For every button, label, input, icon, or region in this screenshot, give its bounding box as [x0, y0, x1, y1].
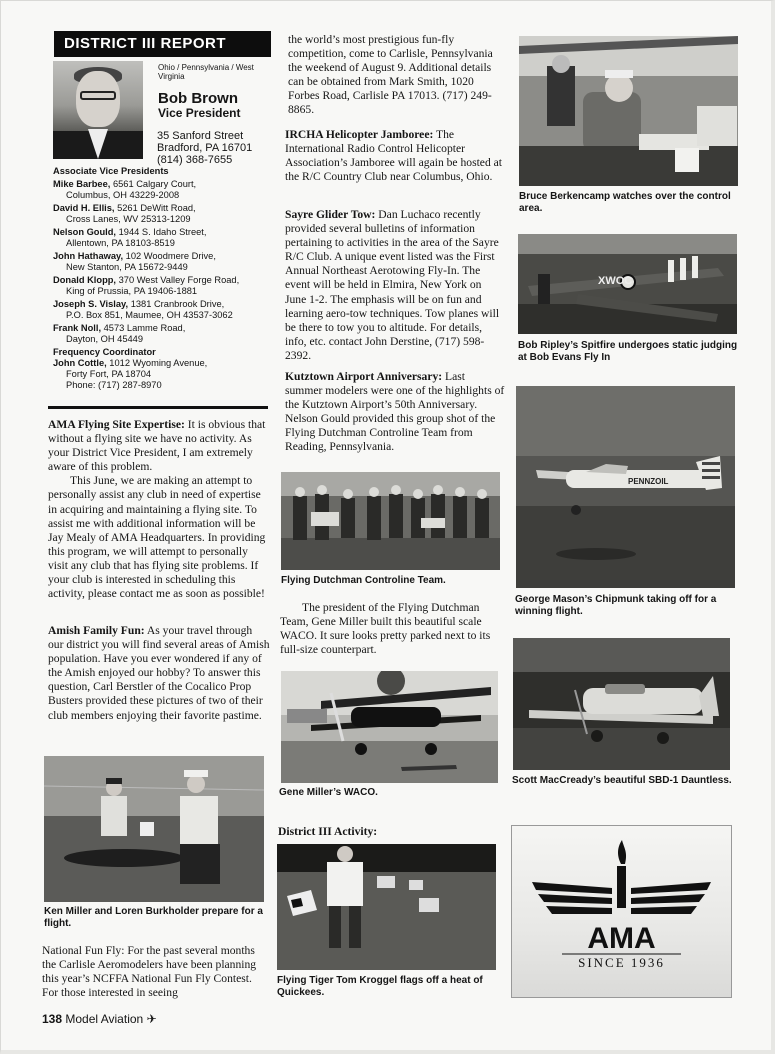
caption-dutchman-team: Flying Dutchman Controline Team.: [281, 575, 446, 586]
ama-logo-name: AMA: [587, 922, 656, 955]
vp-address: [157, 130, 277, 166]
vp-name: Bob Brown: [158, 90, 238, 107]
spitfire-code-text: XWOC: [598, 275, 633, 287]
article-waco: The president of the Flying Dutchman Team, Gene Miller built this beautiful scale WACO. It sure looks pretty parked next to its full-size counterpart.: [280, 601, 491, 657]
caption-flying-tiger: Flying Tiger Tom Kroggel flags off a heat of Quickees.: [277, 975, 483, 998]
associate-entry: Donald Klopp, 370 West Valley Forge Road, King of Prussia, PA 19406-1881: [53, 274, 240, 296]
airplane-icon: ✈: [146, 1012, 157, 1026]
sbd-dauntless-photo: [513, 638, 730, 770]
article-amish-fun: Amish Family Fun: As your travel through our district you will find several areas of Amish population. Have you ever wondered if any of the Amish enjoyed our hobby? To answer this question, Carl Berstler of the Cocalico Prop Busters provided these pictures of two of their club members enjoying their favorite pastime.: [48, 624, 270, 722]
bruce-berkencamp-photo: [519, 36, 738, 186]
frequency-coordinator: Frequency Coordinator John Cottle, 1012 Wyoming Avenue, Forty Fort, PA 18704 Phone: (717) 287-8970: [53, 346, 208, 391]
ama-logo-icon: [512, 826, 731, 997]
page-footer: [42, 1012, 157, 1026]
ama-logo-box: [511, 825, 732, 998]
caption-waco: Gene Miller’s WACO.: [279, 787, 378, 798]
amish-photo: [44, 756, 264, 902]
vp-phone: (814) 368-7655: [157, 154, 233, 166]
associate-vp-list: [53, 166, 273, 392]
associate-entry: Mike Barbee, 6561 Calgary Court, Columbus, OH 43229-2008: [53, 178, 197, 200]
report-title-banner: [54, 31, 271, 57]
article-kutztown: Kutztown Airport Anniversary: Last summer modelers were one of the highlights of the Kutztown Airport’s 50th Anniversary. Nelson Gould provided this group shot of the Flying Dutchman Controline Team from Reading, Pennsylvania.: [285, 370, 505, 454]
spitfire-photo: [518, 234, 737, 334]
caption-sbd-dauntless: Scott MacCready’s beautiful SBD-1 Dauntless.: [512, 775, 732, 786]
article-fun-fly-continued: the world’s most prestigious fun-fly competition, come to Carlisle, Pennsylvania the weekend of August 9. Additional details can be obtained from Mark Smith, 1020 Forbes Road, Carlisle PA 17013. (717) 249-8865.: [288, 33, 493, 117]
flying-tiger-photo: [277, 844, 496, 970]
caption-spitfire: Bob Ripley’s Spitfire undergoes static judging at Bob Evans Fly In: [518, 340, 738, 363]
header-divider-rule: [48, 406, 268, 409]
vp-title: Vice President: [158, 106, 241, 120]
dutchman-team-photo: [281, 472, 500, 570]
associate-entry: John Hathaway, 102 Woodmere Drive, New Stanton, PA 15672-9449: [53, 250, 216, 272]
chipmunk-logo-text: PENNZOIL: [628, 477, 669, 486]
report-title: DISTRICT III REPORT: [64, 35, 227, 52]
vp-street: 35 Sanford Street: [157, 130, 244, 142]
article-sayre: Sayre Glider Tow: Dan Luchaco recently provided several bulletins of information pertaining to activities in the area of the Sayre R/C Club. A unique event listed was the First Annual Northeast Aerotowing Fly-In. The event will be held in Elmira, New York on June 1-2. The emphasis will be on fun and learning aero-tow techniques. Tow planes will be there to tow you to altitude. For details, info, etc. contact John Derstine, (717) 598-2392.: [285, 208, 500, 362]
associate-heading: Associate Vice Presidents: [53, 166, 169, 176]
vp-city: Bradford, PA 16701: [157, 142, 253, 154]
waco-photo: [281, 671, 498, 783]
vp-portrait-photo: [53, 61, 143, 159]
article-district-activity: District III Activity:: [278, 825, 378, 838]
caption-bruce-berkencamp: Bruce Berkencamp watches over the control area.: [519, 191, 731, 214]
magazine-name: Model Aviation: [65, 1012, 144, 1026]
article-ircha: IRCHA Helicopter Jamboree: The International Radio Control Helicopter Association’s Jamboree will again be hosted at the R/C Country Club near Columbus, Ohio.: [285, 128, 503, 184]
ama-logo-since: SINCE 1936: [578, 955, 665, 970]
page-number: 138: [42, 1012, 63, 1026]
associate-entry: Joseph S. Vislay, 1381 Cranbrook Drive, P.O. Box 851, Maumee, OH 43537-3062: [53, 298, 233, 320]
chipmunk-photo: [516, 386, 735, 588]
associate-entry: Nelson Gould, 1944 S. Idaho Street, Allentown, PA 18103-8519: [53, 226, 207, 248]
associate-entry: David H. Ellis, 5261 DeWitt Road, Cross Lanes, WV 25313-1209: [53, 202, 196, 224]
district-states: Ohio / Pennsylvania / West Virginia: [158, 63, 254, 81]
associate-entry: Frank Noll, 4573 Lamme Road, Dayton, OH 45449: [53, 322, 186, 344]
article-flying-site: AMA Flying Site Expertise: It is obvious that without a flying site we have no activity. As your District Vice President, I am extremely aware of this problem. This June, we are making an attempt to personally assist any club in need of expertise in acquiring and maintaining a flying site. To assist me with additional information will be Jay Mealy of AMA Headquarters. In providing this program, we will attempt to personally visit any club that has flying site problems. If your club is interested in scheduling this activity, please contact me as soon as possible!: [48, 418, 266, 601]
caption-chipmunk: George Mason’s Chipmunk taking off for a winning flight.: [515, 594, 717, 617]
article-national-fun-fly: National Fun Fly: For the past several months the Carlisle Aeromodelers have been planning this year’s NCFFA National Fun Fly Contest. For those interested in seeing: [42, 944, 257, 1000]
caption-amish-photo: Ken Miller and Loren Burkholder prepare for a flight.: [44, 906, 263, 929]
